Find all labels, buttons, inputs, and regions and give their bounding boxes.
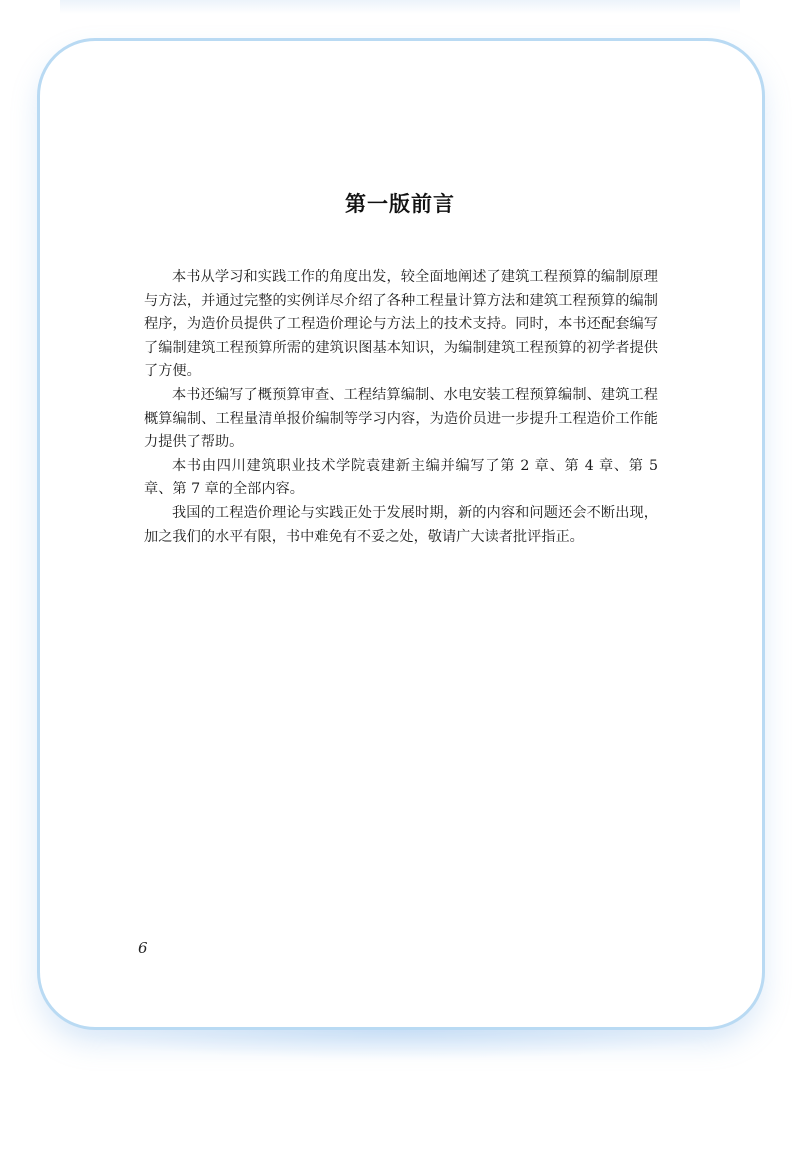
paragraph-1: 本书从学习和实践工作的角度出发，较全面地阐述了建筑工程预算的编制原理与方法，并通过完整的实例详尽介绍了各种工程量计算方法和建筑工程预算的编制程序，为造价员提供了工程造价理论与方法上的技术支持。同时，本书还配套编写了编制建筑工程预算所需的建筑识图基本知识，为编制建筑工程预算的初学者提供了方便。 [144,269,658,380]
paragraph-2: 本书还编写了概预算审查、工程结算编制、水电安装工程预算编制、建筑工程概算编制、工程量清单报价编制等学习内容，为造价员进一步提升工程造价工作能力提供了帮助。 [144,386,658,451]
preface-body [144,266,658,549]
paragraph-4: 我国的工程造价理论与实践正处于发展时期，新的内容和问题还会不断出现，加之我们的水平有限，书中难免有不妥之处，敬请广大读者批评指正。 [144,504,658,545]
top-edge-shadow [60,0,740,14]
paragraph-3: 本书由四川建筑职业技术学院袁建新主编并编写了第 2 章、第 4 章、第 5 章、第 7 章的全部内容。 [144,457,658,498]
page-title: 第一版前言 [345,192,455,216]
page-number: 6 [138,939,148,957]
